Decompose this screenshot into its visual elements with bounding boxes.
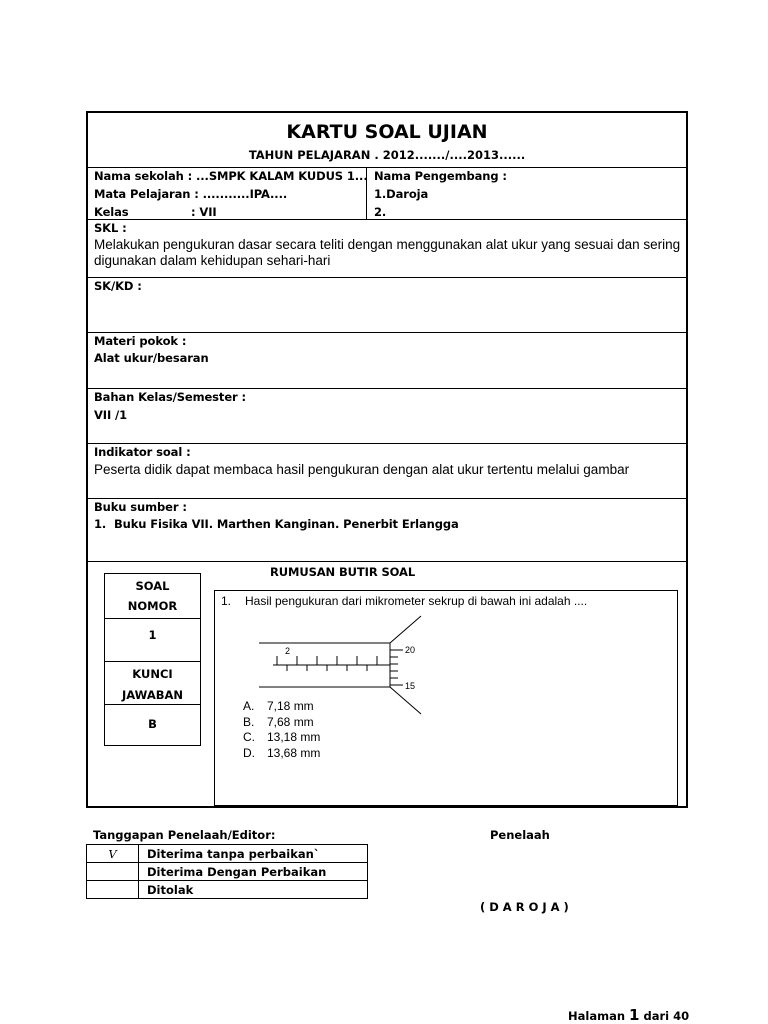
developer-label: Nama Pengembang : <box>374 169 507 183</box>
dari-label: dari 40 <box>643 1009 690 1023</box>
card-title: KARTU SOAL UJIAN <box>286 121 488 143</box>
thimble-bottom-slant <box>390 687 421 714</box>
review-title: Tanggapan Penelaah/Editor: <box>93 828 276 842</box>
divider <box>88 277 686 278</box>
reviewer-label: Penelaah <box>490 828 550 842</box>
review-table <box>86 844 368 899</box>
review-mark: V <box>87 845 139 863</box>
divider <box>88 332 686 333</box>
review-mark <box>87 863 139 881</box>
review-option-label: Diterima Dengan Perbaikan <box>139 863 368 881</box>
school-label: Nama sekolah : ...SMPK KALAM KUDUS 1... <box>94 169 368 183</box>
divider <box>105 704 200 705</box>
divider <box>88 561 686 562</box>
divider <box>88 498 686 499</box>
answer-options <box>243 699 320 761</box>
answer-key-box <box>104 573 201 746</box>
divider <box>105 661 200 662</box>
indikator-text: Peserta didik dapat membaca hasil pengukuran dengan alat ukur tertentu melalui gambar <box>94 462 630 477</box>
halaman-label: Halaman <box>568 1009 626 1023</box>
thimble-top-slant <box>390 616 421 643</box>
review-row <box>87 863 368 881</box>
materi-label: Materi pokok : <box>94 334 187 348</box>
divider <box>105 618 200 619</box>
kunci-line2: JAWABAN <box>121 688 184 702</box>
page-number: 1 <box>629 1006 640 1024</box>
soal-nomor-value: 1 <box>148 628 157 642</box>
card-subtitle: TAHUN PELAJARAN . 2012......./....2013...... <box>248 148 526 162</box>
question-box <box>214 590 678 806</box>
developer-2: 2. <box>374 205 387 219</box>
indikator-label: Indikator soal : <box>94 445 191 459</box>
option-d: D. 13,68 mm <box>243 745 321 760</box>
question-number: 1. <box>221 594 232 608</box>
class-label: Kelas : VII <box>94 205 217 219</box>
bahan-label: Bahan Kelas/Semester : <box>94 390 247 404</box>
review-row <box>87 881 368 899</box>
question-card <box>86 111 688 808</box>
page-footer <box>568 1006 689 1024</box>
question-text: Hasil pengukuran dari mikrometer sekrup di bawah ini adalah .... <box>245 594 588 608</box>
scale-top-label: 20 <box>405 645 416 655</box>
review-option-label: Diterima tanpa perbaikan` <box>139 845 368 863</box>
review-option-label: Ditolak <box>139 881 368 899</box>
materi-value: Alat ukur/besaran <box>94 351 209 365</box>
bahan-value: VII /1 <box>94 408 128 422</box>
buku-value: 1. Buku Fisika VII. Marthen Kanginan. Penerbit Erlangga <box>94 517 459 531</box>
reviewer-name: ( D A R O J A ) <box>480 900 569 914</box>
divider <box>88 219 686 220</box>
review-row <box>87 845 368 863</box>
divider <box>88 167 686 168</box>
divider <box>88 388 686 389</box>
soal-nomor-line1: SOAL <box>135 579 170 593</box>
scale-main-label: 2 <box>285 646 291 656</box>
developer-1: 1.Daroja <box>374 187 429 201</box>
soal-nomor-line2: NOMOR <box>127 599 178 613</box>
review-mark <box>87 881 139 899</box>
buku-label: Buku sumber : <box>94 500 187 514</box>
option-c: C. 13,18 mm <box>243 730 321 744</box>
scale-bottom-label: 15 <box>405 681 416 691</box>
option-b: B. 7,68 mm <box>243 714 314 729</box>
skkd-label: SK/KD : <box>94 279 142 293</box>
divider <box>88 443 686 444</box>
rumusan-label: RUMUSAN BUTIR SOAL <box>270 565 416 579</box>
kunci-line1: KUNCI <box>132 667 173 681</box>
skl-label: SKL : <box>94 221 127 235</box>
skl-text: Melakukan pengukuran dasar secara teliti dengan menggunakan alat ukur yang sesuai dan sering digunakan dalam kehidupan sehari-hari <box>94 237 681 268</box>
kunci-value: B <box>148 717 157 731</box>
subject-label: Mata Pelajaran : ...........IPA.... <box>94 187 288 201</box>
option-a: A. 7,18 mm <box>243 699 314 713</box>
